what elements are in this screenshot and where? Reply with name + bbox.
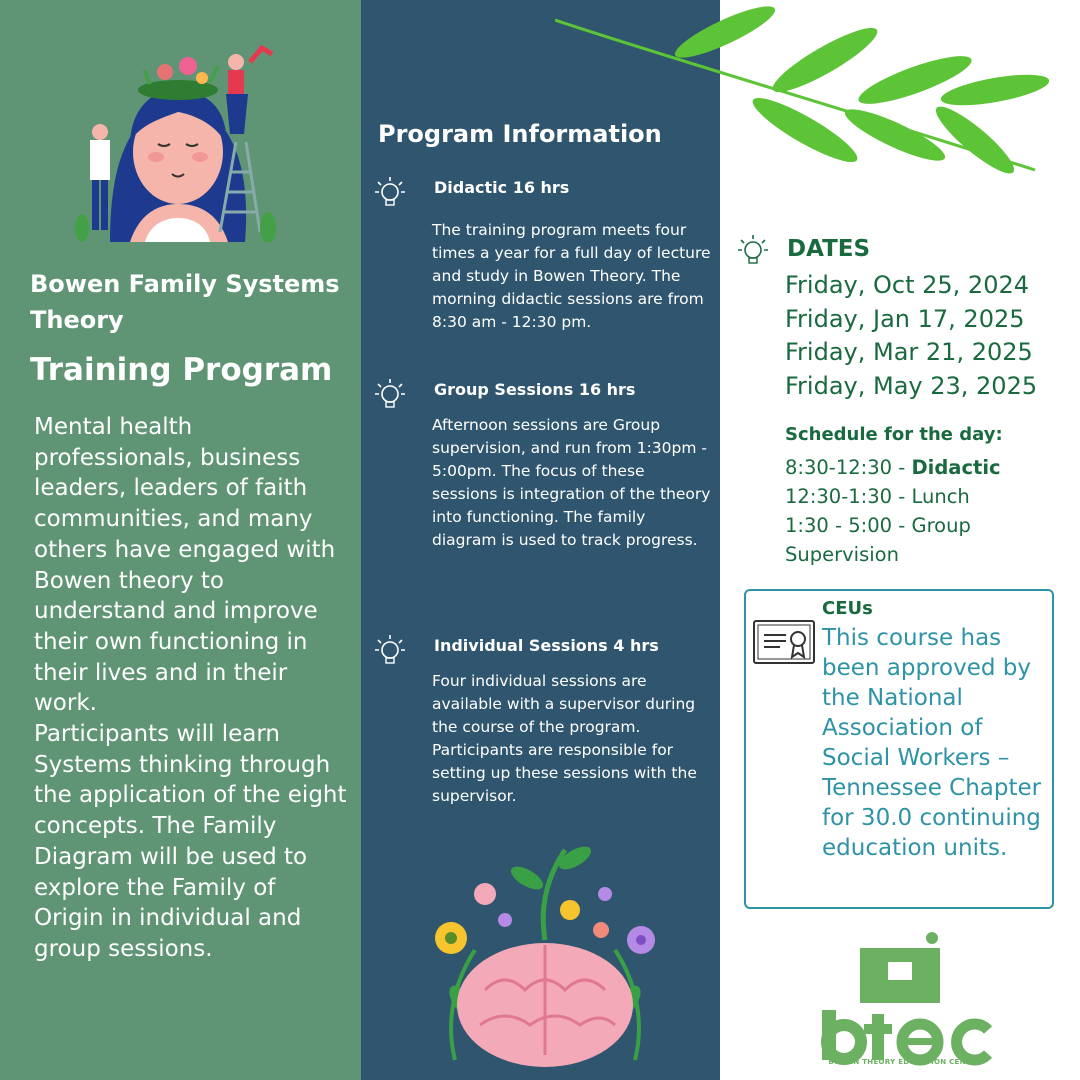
dates-list	[785, 269, 1037, 404]
schedule-activity: Lunch	[911, 485, 970, 508]
btec-logo	[810, 930, 1000, 1070]
program-title: Bowen Family Systems Theory	[30, 270, 340, 334]
schedule-heading: Schedule for the day:	[785, 424, 1003, 445]
date-item: Friday, Oct 25, 2024	[785, 271, 1029, 299]
leaf-branch-decoration	[555, 0, 1080, 200]
description-paragraph-2: Participants will learn Systems thinking through the application of the eight concepts. The Family Diagram will be used to explore the Family of Origin in individual and group sessions.	[34, 721, 347, 962]
program-subtitle: Training Program	[30, 352, 333, 388]
dates-heading: DATES	[787, 236, 871, 262]
brain-flowers-illustration	[415, 830, 675, 1070]
section-title: Individual Sessions 4 hrs	[434, 636, 659, 655]
section-body: Four individual sessions are available with a supervisor during the course of the program. Participants are responsible for setting up these sessions with the supervisor.	[432, 672, 697, 805]
schedule-item	[785, 511, 1065, 569]
lightbulb-icon	[735, 232, 771, 268]
program-information-heading: Program Information	[378, 120, 662, 148]
section-title: Group Sessions 16 hrs	[434, 380, 636, 399]
schedule-time: 12:30-1:30 -	[785, 485, 912, 508]
certificate-icon	[752, 619, 816, 667]
schedule-item	[785, 482, 1065, 511]
schedule-time: 1:30 - 5:00 -	[785, 514, 912, 537]
schedule-item	[785, 453, 1065, 482]
left-panel	[0, 0, 361, 1080]
head-garden-illustration	[70, 32, 285, 242]
logo-caption: BOWEN THEORY EDUCATION CENTER	[828, 1058, 982, 1066]
section-title: Didactic 16 hrs	[434, 178, 570, 197]
section-body: Afternoon sessions are Group supervision, and run from 1:30pm - 5:00pm. The focus of these sessions is integration of the theory into functioning. The family diagram is used to track progress.	[432, 416, 711, 549]
schedule-time: 8:30-12:30 -	[785, 456, 912, 479]
date-item: Friday, Jan 17, 2025	[785, 304, 1025, 333]
description-paragraph-1: Mental health professionals, business leaders, leaders of faith communities, and many others have engaged with Bowen theory to understand and improve their own functioning in their lives and in their work.	[34, 414, 336, 717]
schedule-activity: Didactic	[911, 456, 1001, 479]
lightbulb-icon	[372, 376, 408, 412]
lightbulb-icon	[372, 174, 408, 210]
schedule-activity: Group Supervision	[785, 514, 971, 566]
lightbulb-icon	[372, 632, 408, 668]
date-item: Friday, May 23, 2025	[785, 372, 1038, 401]
ceu-box	[744, 589, 1054, 909]
section-body: The training program meets four times a year for a full day of lecture and study in Bowen Theory. The morning didactic sessions are from 8:30 am - 12:30 pm.	[432, 221, 711, 331]
schedule-list	[785, 453, 1065, 569]
program-description	[34, 412, 352, 965]
date-item: Friday, Mar 21, 2025	[785, 338, 1033, 367]
ceu-heading: CEUs	[822, 598, 873, 619]
ceu-description: This course has been approved by the National Association of Social Workers – Tennessee Chapter for 30.0 continuing education units.	[822, 625, 1042, 861]
